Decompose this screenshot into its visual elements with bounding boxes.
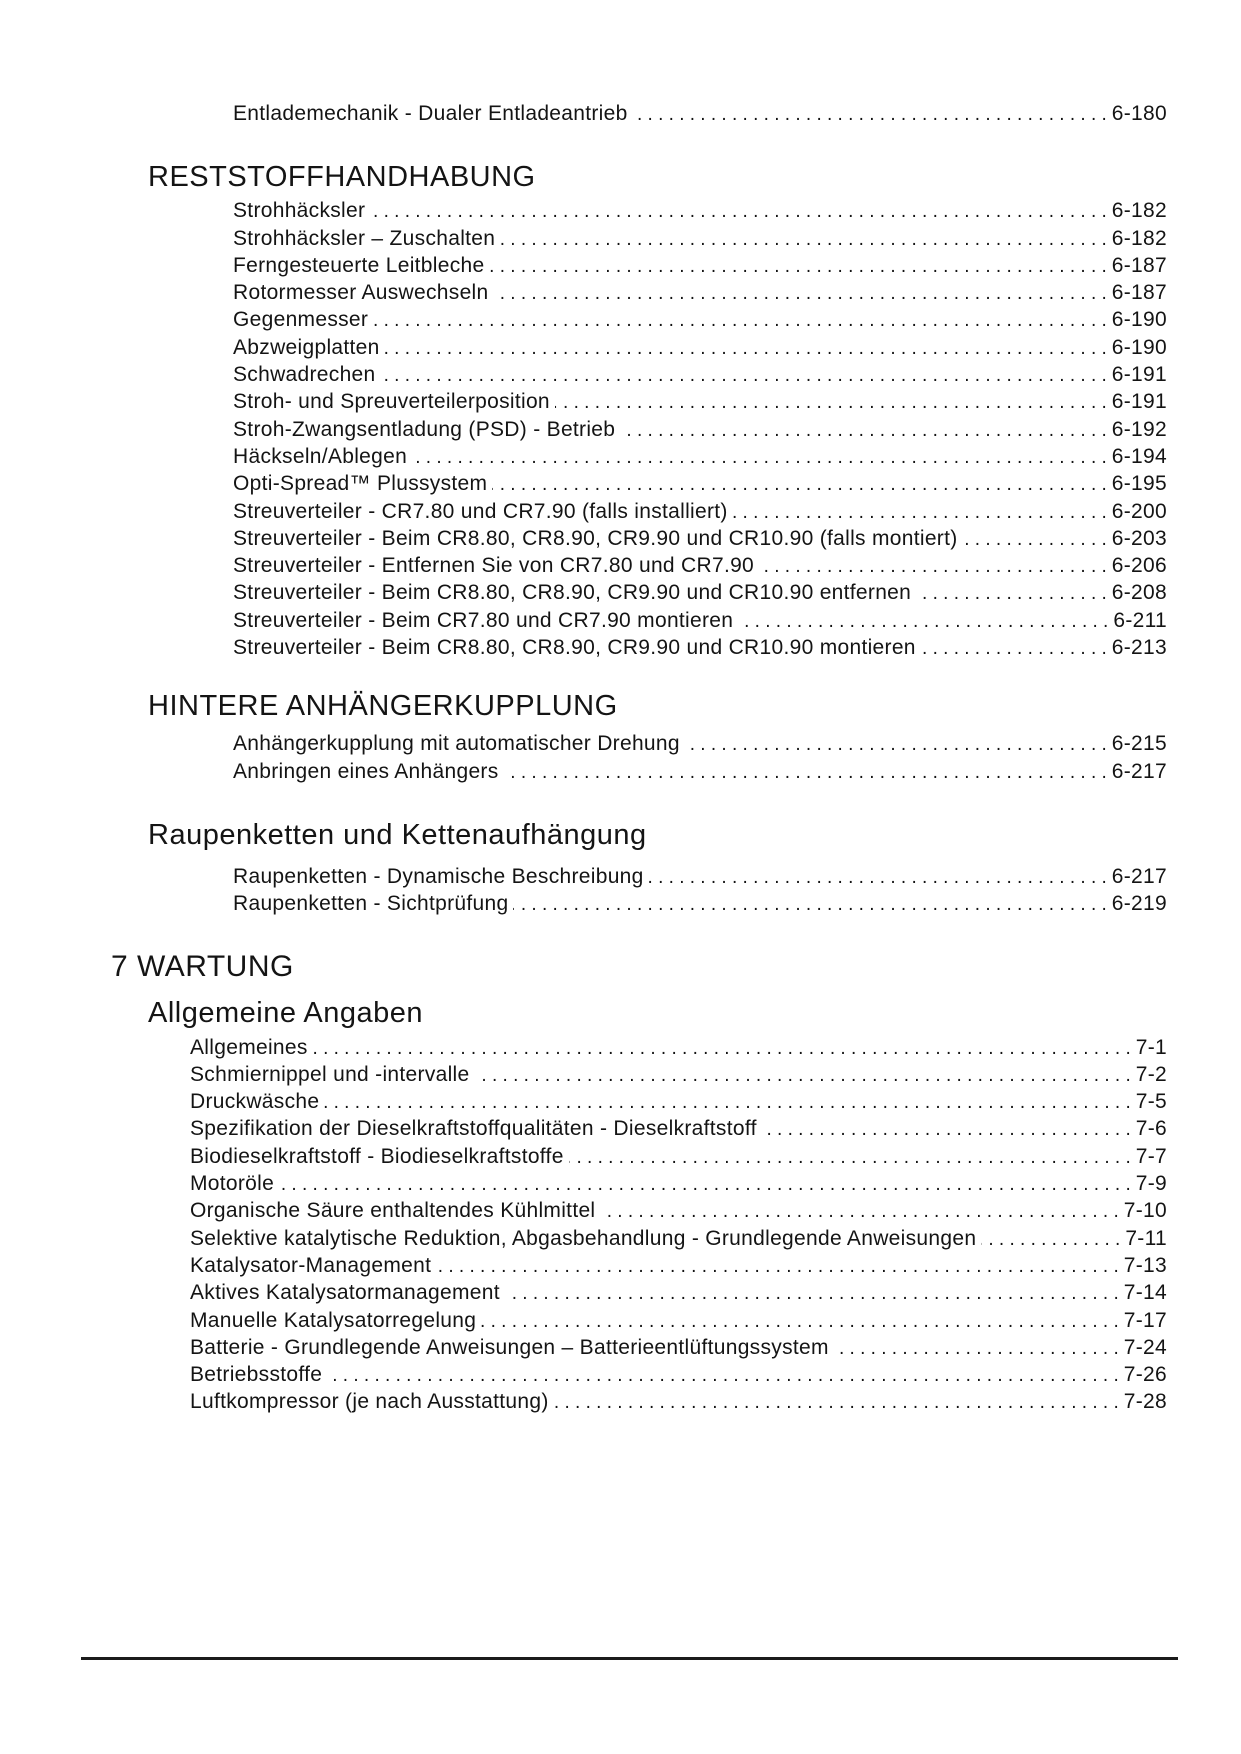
toc-entry-title: Biodieselkraftstoff - Biodieselkraftstoffe (190, 1144, 564, 1168)
toc-leader-dots (313, 1036, 1131, 1062)
toc-entry-row (190, 1035, 1167, 1062)
toc-entry-title: Spezifikation der Dieselkraftstoffqualitäten - Dieselkraftstoff (190, 1117, 757, 1141)
toc-entry-page-number: 7-13 (1123, 1253, 1167, 1277)
toc-entry-page-number: 7-11 (1125, 1226, 1167, 1250)
toc-leader-dots (481, 1309, 1119, 1335)
toc-entry-title: Streuverteiler - Entfernen Sie von CR7.80 und CR7.90 (233, 554, 755, 578)
toc-entry-title: Aktives Katalysatormanagement (190, 1281, 500, 1305)
toc-leader-dots (504, 760, 1107, 786)
toc-entry-page-number: 6-192 (1111, 417, 1167, 441)
toc-entry-row (190, 1089, 1167, 1116)
toc-entry-page-number: 6-191 (1111, 390, 1167, 414)
toc-entry-page-number: 7-1 (1135, 1035, 1167, 1059)
toc-leader-dots (490, 254, 1107, 280)
toc-entry-title: Strohhäcksler – Zuschalten (233, 226, 496, 250)
toc-entry-page-number: 7-24 (1123, 1335, 1167, 1359)
toc-entry-title: Anhängerkupplung mit automatischer Drehung (233, 732, 680, 756)
toc-entry-title: Entlademechanik - Dualer Entladeantrieb (233, 102, 628, 125)
toc-entry-page-number: 6-182 (1111, 226, 1167, 250)
toc-leader-dots (600, 1199, 1118, 1225)
toc-entry-title: Luftkompressor (je nach Ausstattung) (190, 1390, 549, 1414)
toc-entry-title: Rotormesser Auswechseln (233, 281, 489, 305)
toc-entry-row (233, 362, 1167, 389)
toc-leader-dots (436, 1254, 1119, 1280)
toc-entry-page-number: 7-28 (1123, 1390, 1167, 1414)
toc-entry-row (190, 1280, 1167, 1307)
toc-leader-dots (554, 1390, 1119, 1416)
toc-entry-title: Ferngesteuerte Leitbleche (233, 253, 485, 277)
toc-entry-row (233, 335, 1167, 362)
toc-entry-page-number: 7-2 (1135, 1062, 1167, 1086)
toc-entry-row (190, 1198, 1167, 1225)
toc-entry-row (190, 1308, 1167, 1335)
toc-entry-row (233, 389, 1167, 416)
toc-entry-row (190, 1226, 1167, 1253)
toc-entry-page-number: 6-203 (1111, 526, 1167, 550)
toc-entry-page-number: 6-191 (1111, 363, 1167, 387)
toc-entry-title: Gegenmesser (233, 308, 369, 332)
toc-entries-raupenketten (233, 864, 1167, 919)
toc-entry-page-number: 6-182 (1111, 199, 1167, 223)
toc-entry-page-number: 6-190 (1111, 335, 1167, 359)
toc-entry-title: Raupenketten - Sichtprüfung (233, 892, 509, 916)
toc-entry-title: Stroh- und Spreuverteilerposition (233, 390, 550, 414)
toc-entry-row (233, 553, 1167, 580)
toc-entry-page-number: 6-208 (1111, 581, 1167, 605)
chapter-heading-wartung: 7 WARTUNG (111, 949, 294, 983)
toc-entry-page-number: 6-187 (1111, 253, 1167, 277)
toc-leader-dots (327, 1363, 1119, 1389)
toc-entry-page-number: 7-5 (1135, 1090, 1167, 1114)
toc-leader-dots (412, 445, 1107, 471)
toc-entry-row (233, 526, 1167, 553)
toc-leader-dots (500, 227, 1107, 253)
toc-entry-title: Streuverteiler - Beim CR7.80 und CR7.90 montieren (233, 608, 734, 632)
toc-entry-page-number: 7-26 (1123, 1363, 1167, 1387)
toc-entry-row (233, 471, 1167, 498)
toc-entry-row (190, 1062, 1167, 1089)
toc-leader-dots (494, 281, 1107, 307)
toc-entry-row (233, 580, 1167, 607)
toc-entry-row (190, 1253, 1167, 1280)
toc-entry-page-number: 6-194 (1111, 444, 1167, 468)
toc-entry-row (233, 444, 1167, 471)
toc-entry-row (190, 1116, 1167, 1143)
toc-entry-title: Allgemeines (190, 1035, 308, 1059)
toc-entry-row (233, 499, 1167, 526)
toc-entry-page-number: 6-200 (1111, 499, 1167, 523)
toc-entries-reststoffhandhabung (233, 198, 1167, 662)
toc-entry-title: Motoröle (190, 1172, 275, 1196)
toc-leader-dots (762, 1117, 1131, 1143)
toc-leader-dots (733, 500, 1107, 526)
toc-entry-title: Organische Säure enthaltendes Kühlmittel (190, 1199, 596, 1223)
section-heading-reststoffhandhabung: RESTSTOFFHANDHABUNG (148, 161, 536, 194)
toc-leader-dots (738, 609, 1108, 635)
toc-leader-dots (921, 636, 1107, 662)
toc-entry-row (233, 253, 1167, 280)
toc-entry-title: Selektive katalytische Reduktion, Abgasbehandlung - Grundlegende Anweisungen (190, 1226, 977, 1250)
toc-entry-page-number: 6-217 (1111, 864, 1167, 888)
toc-entry-row (190, 1335, 1167, 1362)
toc-entry-row (190, 1362, 1167, 1389)
toc-leader-dots (385, 336, 1107, 362)
toc-entry-page-number: 6-206 (1111, 554, 1167, 578)
toc-leader-dots (633, 102, 1107, 128)
toc-leader-dots (492, 472, 1106, 498)
toc-leader-dots (620, 418, 1107, 444)
toc-entry-title: Betriebsstoffe (190, 1363, 323, 1387)
toc-entry-title: Streuverteiler - CR7.80 und CR7.90 (falls installiert) (233, 499, 728, 523)
toc-entry-page-number: 7-10 (1123, 1199, 1167, 1223)
toc-entry-title: Strohhäcksler (233, 199, 366, 223)
toc-entry-page-number: 6-180 (1111, 102, 1167, 125)
toc-leader-dots (916, 581, 1107, 607)
toc-leader-dots (324, 1090, 1130, 1116)
toc-entry-title: Streuverteiler - Beim CR8.80, CR8.90, CR9.90 und CR10.90 entfernen (233, 581, 912, 605)
toc-entry-row (233, 198, 1167, 225)
toc-entry-title: Manuelle Katalysatorregelung (190, 1308, 477, 1332)
toc-entry-page-number: 6-219 (1111, 892, 1167, 916)
toc-entry-title: Abzweigplatten (233, 335, 380, 359)
toc-entry-title: Opti-Spread™ Plussystem (233, 472, 488, 496)
toc-entry-row (190, 1171, 1167, 1198)
toc-entry-page-number: 7-7 (1135, 1144, 1167, 1168)
toc-leader-dots (279, 1172, 1131, 1198)
toc-entry-page-number: 7-14 (1123, 1281, 1167, 1305)
section-heading-allgemeine-angaben: Allgemeine Angaben (148, 996, 424, 1029)
toc-entry-page-number: 7-9 (1135, 1172, 1167, 1196)
toc-leader-dots (963, 527, 1107, 553)
toc-entry-row (233, 307, 1167, 334)
toc-entry-title: Raupenketten - Dynamische Beschreibung (233, 864, 644, 888)
toc-leader-dots (513, 892, 1106, 918)
toc-entry-title: Streuverteiler - Beim CR8.80, CR8.90, CR9.90 und CR10.90 (falls montiert) (233, 526, 958, 550)
toc-entry-title: Katalysator-Management (190, 1253, 432, 1277)
toc-entry-row (190, 1144, 1167, 1171)
toc-leader-dots (475, 1063, 1131, 1089)
toc-entry-page-number: 6-215 (1111, 732, 1167, 756)
section-heading-raupenketten: Raupenketten und Kettenaufhängung (148, 818, 647, 851)
toc-entry-title: Batterie - Grundlegende Anweisungen – Batterieentlüftungssystem (190, 1335, 829, 1359)
toc-entry-row (233, 891, 1167, 918)
toc-leader-dots (685, 732, 1107, 758)
section-heading-hintere-anhaengerkupplung: HINTERE ANHÄNGERKUPPLUNG (148, 690, 618, 723)
toc-leader-dots (505, 1281, 1119, 1307)
toc-entry-row (233, 759, 1167, 786)
toc-entry-title: Streuverteiler - Beim CR8.80, CR8.90, CR9.90 und CR10.90 montieren (233, 636, 916, 660)
toc-entry-row (233, 864, 1167, 891)
toc-entry-title: Druckwäsche (190, 1090, 320, 1114)
toc-leader-dots (569, 1145, 1131, 1171)
toc-entry-row (233, 226, 1167, 253)
toc-entry-page-number: 7-17 (1123, 1308, 1167, 1332)
toc-leader-dots (981, 1227, 1120, 1253)
toc-entry-row (233, 635, 1167, 662)
toc-entry-page-number: 6-211 (1113, 608, 1167, 632)
toc-leader-dots (649, 865, 1107, 891)
toc-entry-title: Häckseln/Ablegen (233, 444, 408, 468)
toc-entry-row (233, 608, 1167, 635)
toc-entries-hintere-anhaengerkupplung (233, 731, 1167, 786)
toc-entry-page-number: 6-195 (1111, 472, 1167, 496)
toc-entry-page-number: 6-217 (1111, 759, 1167, 783)
toc-leader-dots (373, 308, 1107, 334)
toc-entry-title: Stroh-Zwangsentladung (PSD) - Betrieb (233, 417, 616, 441)
toc-leader-dots (555, 390, 1107, 416)
toc-entry-title: Anbringen eines Anhängers (233, 759, 499, 783)
toc-entries-leading (233, 101, 1167, 128)
bottom-rule (81, 1657, 1178, 1660)
toc-entry-row (233, 417, 1167, 444)
toc-entry-page-number: 6-213 (1111, 636, 1167, 660)
toc-entry-title: Schmiernippel und -intervalle (190, 1062, 470, 1086)
toc-entry-row (233, 731, 1167, 758)
toc-entry-row (233, 101, 1167, 128)
toc-leader-dots (381, 363, 1107, 389)
toc-entry-row (233, 280, 1167, 307)
toc-entry-title: Schwadrechen (233, 363, 376, 387)
toc-entry-page-number: 6-187 (1111, 281, 1167, 305)
toc-entry-page-number: 6-190 (1111, 308, 1167, 332)
toc-entry-page-number: 7-6 (1135, 1117, 1167, 1141)
toc-entry-row (190, 1389, 1167, 1416)
toc-leader-dots (370, 199, 1106, 225)
toc-leader-dots (834, 1336, 1119, 1362)
toc-leader-dots (759, 554, 1107, 580)
toc-entries-allgemeine-angaben (190, 1035, 1167, 1417)
